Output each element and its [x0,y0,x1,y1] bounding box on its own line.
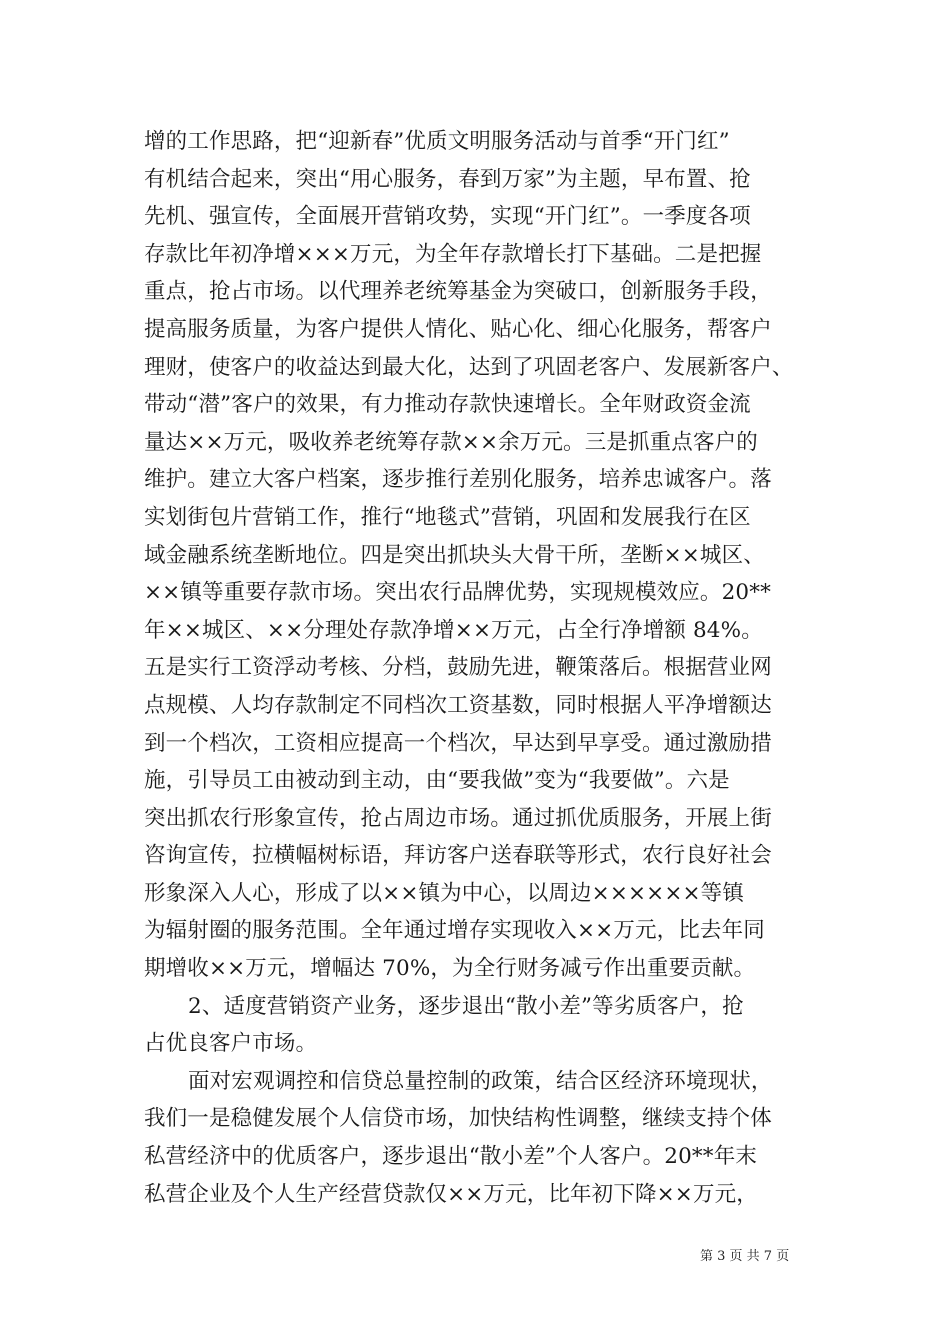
text-line: 提高服务质量，为客户提供人情化、贴心化、细心化服务，帮客户 [144,316,772,342]
text-line: 突出抓农行形象宣传，抢占周边市场。通过抓优质服务，开展上街 [144,805,772,831]
text-line: 带动“潜”客户的效果，有力推动存款快速增长。全年财政资金流 [144,392,751,418]
text-line: 2、适度营销资产业务，逐步退出“散小差”等劣质客户，抢 [188,993,744,1019]
text-line: 到一个档次，工资相应提高一个档次，早达到早享受。通过激励措 [144,730,772,756]
text-line: 有机结合起来，突出“用心服务，春到万家”为主题，早布置、抢 [144,166,751,192]
text-line: 期增收××万元，增幅达 70%，为全行财务减亏作出重要贡献。 [144,956,756,982]
text-line: 五是实行工资浮动考核、分档，鼓励先进，鞭策落后。根据营业网 [144,655,772,681]
text-line: 点规模、人均存款制定不同档次工资基数，同时根据人平净增额达 [144,692,772,718]
text-line: 面对宏观调控和信贷总量控制的政策，结合区经济环境现状， [188,1068,773,1094]
text-line: 维护。建立大客户档案，逐步推行差别化服务，培养忠诚客户。落 [144,467,772,493]
text-line: 私营经济中的优质客户，逐步退出“散小差”个人客户。20**年末 [144,1144,757,1170]
text-line: 量达××万元，吸收养老统筹存款××余万元。三是抓重点客户的 [144,429,758,455]
text-line: 存款比年初净增×××万元，为全年存款增长打下基础。二是把握 [144,241,762,267]
text-line: 实划街包片营销工作，推行“地毯式”营销，巩固和发展我行在区 [144,504,751,530]
text-line: 先机、强宣传，全面展开营销攻势，实现“开门红”。一季度各项 [144,204,751,230]
text-line: 理财，使客户的收益达到最大化，达到了巩固老客户、发展新客户、 [144,354,794,380]
text-line: 我们一是稳健发展个人信贷市场，加快结构性调整，继续支持个体 [144,1106,772,1132]
text-line: 私营企业及个人生产经营贷款仅××万元，比年初下降××万元， [144,1181,758,1207]
text-line: 增的工作思路，把“迎新春”优质文明服务活动与首季“开门红” [144,129,730,154]
text-line: 重点，抢占市场。以代理养老统筹基金为突破口，创新服务手段， [144,279,772,305]
text-line: 域金融系统垄断地位。四是突出抓块头大骨干所，垄断××城区、 [144,542,765,568]
text-line: 占优良客户市场。 [144,1031,318,1057]
text-line: ××镇等重要存款市场。突出农行品牌优势，实现规模效应。20** [144,580,772,606]
page-number-footer: 第 3 页 共 7 页 [700,1249,790,1264]
text-line: 年××城区、××分理处存款净增××万元，占全行净增额 84%。 [144,617,763,643]
document-body [144,123,810,1213]
text-line: 咨询宣传，拉横幅树标语，拜访客户送春联等形式，农行良好社会 [144,843,772,869]
text-line: 为辐射圈的服务范围。全年通过增存实现收入××万元，比去年同 [144,918,765,944]
text-line: 形象深入人心，形成了以××镇为中心，以周边××××××等镇 [144,880,744,906]
text-line: 施，引导员工由被动到主动，由“要我做”变为“我要做”。六是 [144,768,730,794]
